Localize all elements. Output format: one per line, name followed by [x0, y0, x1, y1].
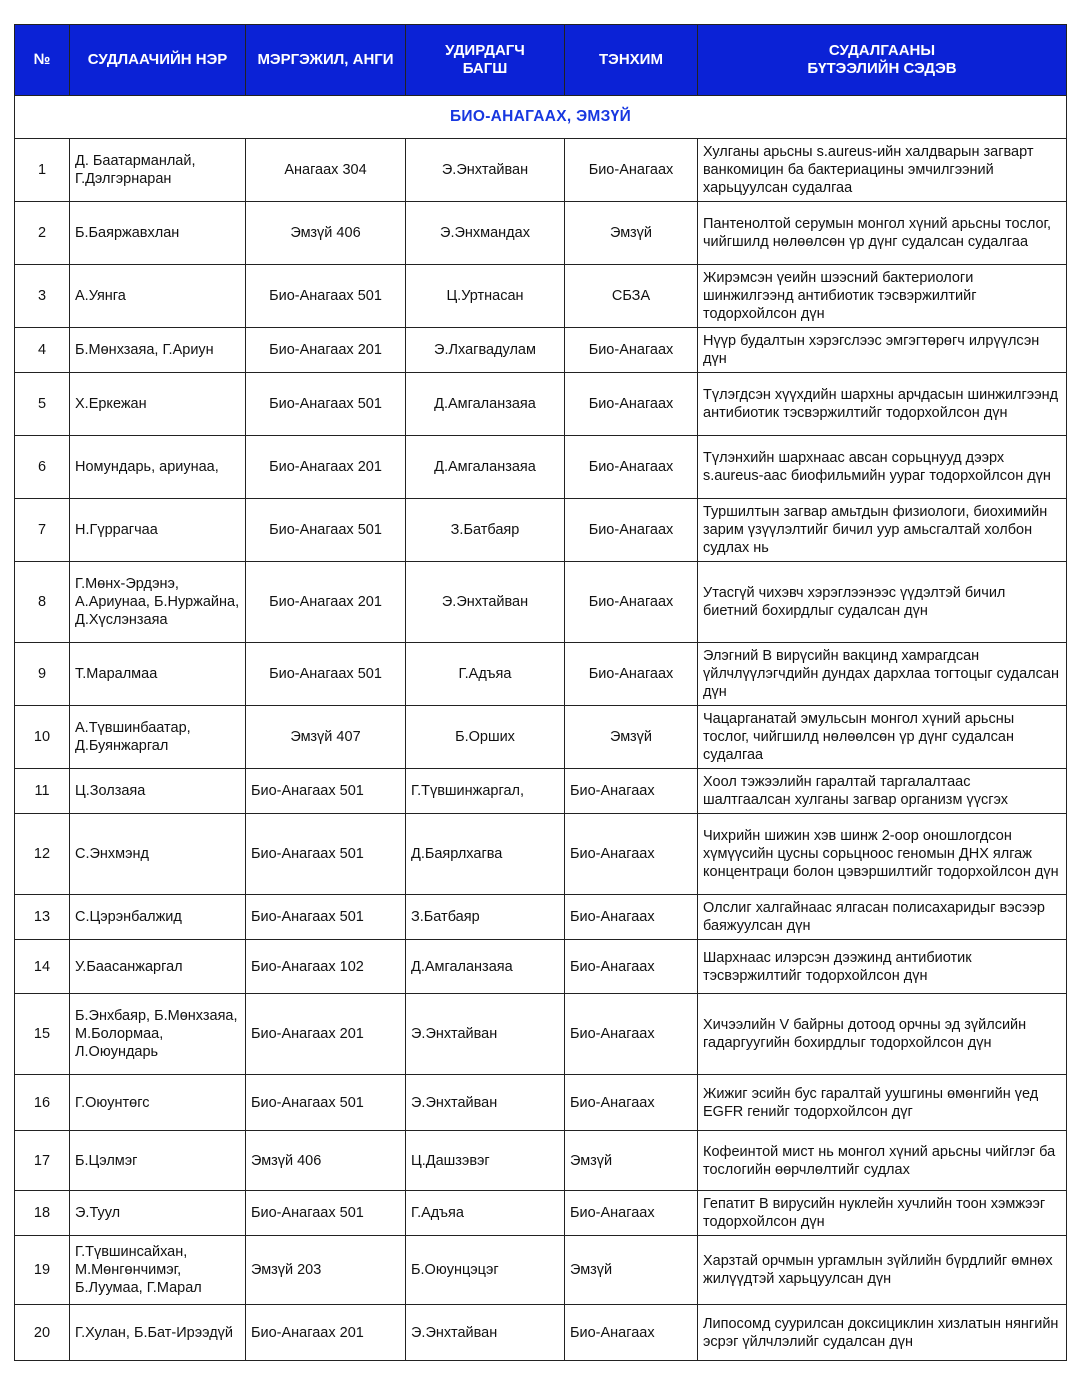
table-row [15, 562, 1067, 643]
cell-advisor: Э.Энхтайван [406, 139, 565, 202]
cell-advisor: Б.Орших [406, 706, 565, 769]
table-row [15, 706, 1067, 769]
cell-major: Анагаах 304 [246, 139, 406, 202]
cell-advisor: Д.Амгаланзаяа [406, 940, 565, 994]
cell-department: Био-Анагаах [565, 436, 698, 499]
cell-department: Био-Анагаах [565, 139, 698, 202]
section-title: БИО-АНАГААХ, ЭМЗҮЙ [15, 96, 1067, 139]
cell-department: СБЗА [565, 265, 698, 328]
table-body [15, 96, 1067, 1361]
table-row [15, 1236, 1067, 1305]
cell-topic: Түлэгдсэн хүүхдийн шархны арчдасын шинжилгээнд антибиотик тэсвэржилтийг тодорхойлсон дүн [698, 373, 1067, 436]
cell-num: 12 [15, 814, 70, 895]
cell-topic: Түлэнхийн шархнаас авсан сорьцнууд дээрх s.aureus-аас биофильмийн уураг тодорхойлсон дүн [698, 436, 1067, 499]
cell-name: А.Уянга [70, 265, 246, 328]
header-num: № [15, 25, 70, 96]
table-row [15, 499, 1067, 562]
cell-department: Био-Анагаах [565, 769, 698, 814]
cell-advisor: Ц.Уртнасан [406, 265, 565, 328]
cell-department: Био-Анагаах [565, 373, 698, 436]
cell-topic: Гепатит В вирусийн нуклейн хучлийн тоон хэмжээг тодорхойлсон дүн [698, 1191, 1067, 1236]
cell-num: 20 [15, 1305, 70, 1361]
cell-num: 5 [15, 373, 70, 436]
cell-num: 17 [15, 1131, 70, 1191]
cell-num: 10 [15, 706, 70, 769]
cell-major: Био-Анагаах 501 [246, 1191, 406, 1236]
cell-num: 19 [15, 1236, 70, 1305]
cell-advisor: Г.Адъяа [406, 643, 565, 706]
header-name: СУДЛААЧИЙН НЭР [70, 25, 246, 96]
cell-advisor: Г.Адъяа [406, 1191, 565, 1236]
cell-major: Эмзүй 407 [246, 706, 406, 769]
cell-name: У.Баасанжаргал [70, 940, 246, 994]
cell-major: Био-Анагаах 501 [246, 769, 406, 814]
cell-major: Био-Анагаах 201 [246, 436, 406, 499]
research-table [14, 24, 1067, 1361]
cell-num: 18 [15, 1191, 70, 1236]
cell-advisor: З.Батбаяр [406, 895, 565, 940]
cell-topic: Чацарганатай эмульсын монгол хүний арьсны тослог, чийгшилд нөлөөлсөн үр дүнг судалсан судалгаа [698, 706, 1067, 769]
cell-major: Эмзүй 406 [246, 1131, 406, 1191]
table-row [15, 1075, 1067, 1131]
cell-name: Б.Баяржавхлан [70, 202, 246, 265]
cell-topic: Жирэмсэн үеийн шээсний бактериологи шинжилгээнд антибиотик тэсвэржилтийг тодорхойлсон дүн [698, 265, 1067, 328]
cell-advisor: Э.Энхтайван [406, 1075, 565, 1131]
header-topic: СУДАЛГААНЫ БҮТЭЭЛИЙН СЭДЭВ [698, 25, 1067, 96]
table-header [15, 25, 1067, 96]
cell-num: 14 [15, 940, 70, 994]
cell-topic: Нүүр будалтын хэрэгслээс эмгэгтөрөгч илрүүлсэн дүн [698, 328, 1067, 373]
cell-num: 11 [15, 769, 70, 814]
cell-department: Био-Анагаах [565, 643, 698, 706]
cell-topic: Липосомд суурилсан доксициклин хизлатын нянгийн эсрэг үйлчлэлийг судалсан дүн [698, 1305, 1067, 1361]
cell-major: Био-Анагаах 501 [246, 265, 406, 328]
header-advisor: УДИРДАГЧ БАГШ [406, 25, 565, 96]
cell-major: Эмзүй 406 [246, 202, 406, 265]
cell-name: Д. Баатарманлай, Г.Дэлгэрнаран [70, 139, 246, 202]
cell-num: 2 [15, 202, 70, 265]
cell-topic: Шархнаас илэрсэн дээжинд антибиотик тэсвэржилтийг тодорхойлсон дүн [698, 940, 1067, 994]
cell-department: Био-Анагаах [565, 895, 698, 940]
cell-num: 1 [15, 139, 70, 202]
cell-major: Био-Анагаах 501 [246, 814, 406, 895]
cell-name: Х.Еркежан [70, 373, 246, 436]
cell-topic: Хулганы арьсны s.aureus-ийн халдварын загварт ванкомицин ба бактериацины эмчилгээний харьцуулсан судалгаа [698, 139, 1067, 202]
cell-advisor: Б.Оюунцэцэг [406, 1236, 565, 1305]
cell-advisor: Э.Энхтайван [406, 562, 565, 643]
header-department: ТЭНХИМ [565, 25, 698, 96]
cell-topic: Утасгүй чихэвч хэрэглээнээс үүдэлтэй бичил биетний бохирдлыг судалсан дүн [698, 562, 1067, 643]
cell-major: Био-Анагаах 501 [246, 643, 406, 706]
cell-topic: Кофеинтой мист нь монгол хүний арьсны чийглэг ба тослогийн өөрчлөлтийг судлах [698, 1131, 1067, 1191]
cell-department: Био-Анагаах [565, 1305, 698, 1361]
cell-major: Био-Анагаах 201 [246, 1305, 406, 1361]
cell-name: Г.Хулан, Б.Бат-Ирээдүй [70, 1305, 246, 1361]
cell-name: А.Түвшинбаатар, Д.Буянжаргал [70, 706, 246, 769]
cell-department: Эмзүй [565, 706, 698, 769]
section-row [15, 96, 1067, 139]
cell-topic: Чихрийн шижин хэв шинж 2-оор оношлогдсон хүмүүсийн цусны сорьцноос геномын ДНХ ялгаж концентраци болон цэвэршилтийг тодорхойлсон дүн [698, 814, 1067, 895]
cell-num: 13 [15, 895, 70, 940]
cell-name: Б.Цэлмэг [70, 1131, 246, 1191]
cell-name: С.Энхмэнд [70, 814, 246, 895]
cell-topic: Пантенолтой серумын монгол хүний арьсны тослог, чийгшилд нөлөөлсөн үр дүнг судалсан судалгаа [698, 202, 1067, 265]
cell-advisor: Ц.Дашзэвэг [406, 1131, 565, 1191]
table-row [15, 895, 1067, 940]
cell-advisor: Д.Амгаланзаяа [406, 436, 565, 499]
cell-department: Био-Анагаах [565, 814, 698, 895]
cell-department: Био-Анагаах [565, 328, 698, 373]
cell-topic: Жижиг эсийн бус гаралтай уушгины өмөнгийн үед EGFR генийг тодорхойлсон дүг [698, 1075, 1067, 1131]
cell-name: Б.Энхбаяр, Б.Мөнхзаяа, М.Болормаа, Л.Оюундарь [70, 994, 246, 1075]
table-row [15, 940, 1067, 994]
cell-name: С.Цэрэнбалжид [70, 895, 246, 940]
table-row [15, 1131, 1067, 1191]
cell-num: 6 [15, 436, 70, 499]
cell-department: Био-Анагаах [565, 1191, 698, 1236]
cell-name: Г.Мөнх-Эрдэнэ, А.Ариунаа, Б.Нуржайна, Д.Хүслэнзаяа [70, 562, 246, 643]
cell-advisor: Г.Түвшинжаргал, [406, 769, 565, 814]
research-table-sheet [14, 24, 1066, 1361]
table-row [15, 769, 1067, 814]
cell-num: 4 [15, 328, 70, 373]
cell-major: Био-Анагаах 201 [246, 562, 406, 643]
cell-name: Н.Гүррагчаа [70, 499, 246, 562]
cell-advisor: Э.Энхтайван [406, 1305, 565, 1361]
cell-department: Био-Анагаах [565, 994, 698, 1075]
cell-num: 16 [15, 1075, 70, 1131]
cell-department: Эмзүй [565, 202, 698, 265]
header-row [15, 25, 1067, 96]
cell-name: Г.Оюунтөгс [70, 1075, 246, 1131]
table-row [15, 1191, 1067, 1236]
cell-advisor: Д.Амгаланзаяа [406, 373, 565, 436]
cell-name: Г.Түвшинсайхан, М.Мөнгөнчимэг, Б.Луумаа, Г.Марал [70, 1236, 246, 1305]
cell-num: 15 [15, 994, 70, 1075]
cell-major: Био-Анагаах 501 [246, 499, 406, 562]
cell-num: 3 [15, 265, 70, 328]
cell-major: Био-Анагаах 201 [246, 328, 406, 373]
cell-num: 8 [15, 562, 70, 643]
cell-major: Био-Анагаах 501 [246, 895, 406, 940]
cell-num: 9 [15, 643, 70, 706]
cell-advisor: Д.Баярлхагва [406, 814, 565, 895]
table-row [15, 373, 1067, 436]
cell-topic: Хичээлийн V байрны дотоод орчны эд зүйлсийн гадаргуугийн бохирдлыг тодорхойлсон дүн [698, 994, 1067, 1075]
cell-topic: Олслиг халгайнаас ялгасан полисахаридыг вэсээр баяжуулсан дүн [698, 895, 1067, 940]
table-row [15, 202, 1067, 265]
table-row [15, 814, 1067, 895]
cell-department: Био-Анагаах [565, 499, 698, 562]
cell-advisor: З.Батбаяр [406, 499, 565, 562]
cell-name: Э.Туул [70, 1191, 246, 1236]
cell-topic: Хоол тэжээлийн гаралтай таргалалтаас шалтгаалсан хулганы загвар организм үүсгэх [698, 769, 1067, 814]
table-row [15, 328, 1067, 373]
cell-department: Био-Анагаах [565, 1075, 698, 1131]
cell-topic: Туршилтын загвар амьтдын физиологи, биохимийн зарим үзүүлэлтийг бичил уур амьсгалтай холбон судлах нь [698, 499, 1067, 562]
cell-department: Био-Анагаах [565, 940, 698, 994]
table-row [15, 265, 1067, 328]
cell-advisor: Э.Энхтайван [406, 994, 565, 1075]
cell-name: Т.Маралмаа [70, 643, 246, 706]
cell-topic: Харзтай орчмын ургамлын зүйлийн бүрдлийг өмнөх жилүүдтэй харьцуулсан дүн [698, 1236, 1067, 1305]
cell-major: Био-Анагаах 501 [246, 373, 406, 436]
cell-department: Эмзүй [565, 1131, 698, 1191]
table-row [15, 643, 1067, 706]
cell-major: Эмзүй 203 [246, 1236, 406, 1305]
cell-advisor: Э.Лхагвадулам [406, 328, 565, 373]
table-row [15, 994, 1067, 1075]
table-row [15, 139, 1067, 202]
cell-department: Эмзүй [565, 1236, 698, 1305]
cell-major: Био-Анагаах 501 [246, 1075, 406, 1131]
cell-major: Био-Анагаах 201 [246, 994, 406, 1075]
header-major: МЭРГЭЖИЛ, АНГИ [246, 25, 406, 96]
table-row [15, 1305, 1067, 1361]
cell-major: Био-Анагаах 102 [246, 940, 406, 994]
cell-name: Б.Мөнхзаяа, Г.Ариун [70, 328, 246, 373]
cell-department: Био-Анагаах [565, 562, 698, 643]
cell-advisor: Э.Энхмандах [406, 202, 565, 265]
cell-name: Номундарь, ариунаа, [70, 436, 246, 499]
cell-name: Ц.Золзаяа [70, 769, 246, 814]
cell-topic: Элэгний В вирүсийн вакцинд хамрагдсан үйлчлүүлэгчдийн дундах дархлаа тогтоцыг судалсан дүн [698, 643, 1067, 706]
cell-num: 7 [15, 499, 70, 562]
table-row [15, 436, 1067, 499]
